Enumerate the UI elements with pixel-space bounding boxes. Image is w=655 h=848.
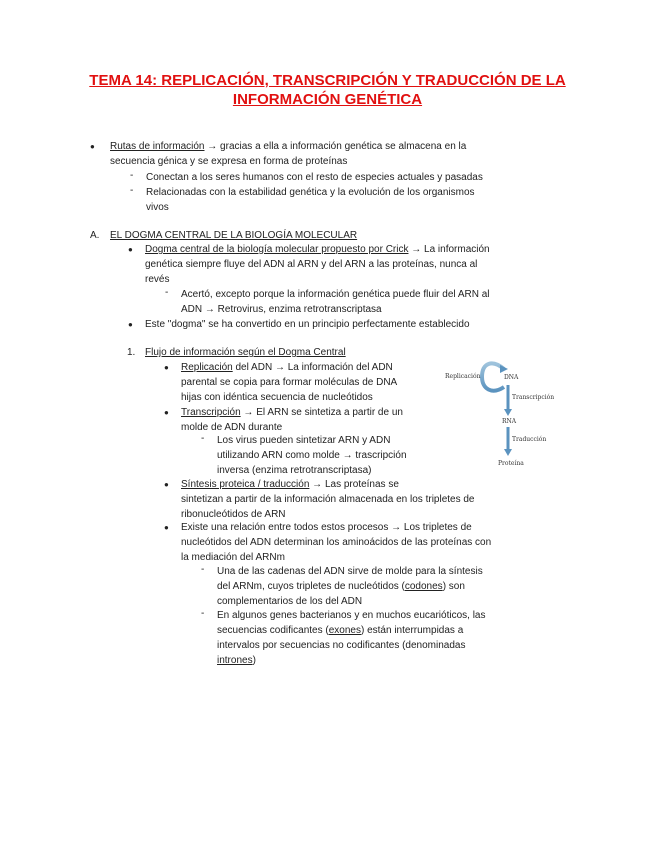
intro-dash-1: Conectan a los seres humanos con el resto de especies actuales y pasadas [146, 172, 483, 183]
relacion-paragraph [181, 520, 527, 565]
relacion-dash-2-line-1: En algunos genes bacterianos y en muchos eucarióticos, las [217, 610, 486, 621]
central-dogma-diagram [442, 355, 554, 470]
sintesis-paragraph [181, 477, 527, 522]
section-a-b1-line-2: genética siempre fluye del ADN al ARN y del ARN a las proteínas, nunca al [145, 259, 478, 270]
replicacion-line-1: del ADN → La información del ADN [232, 362, 393, 373]
replication-arrowhead [500, 365, 508, 373]
replicacion-line-3: hijas con idéntica secuencia de nucleótidos [181, 392, 373, 403]
relacion-dash-2-close: ) [252, 655, 256, 666]
diagram-label-dna: DNA [504, 374, 519, 381]
dogma-term: Dogma central de la biología molecular propuesto por Crick [145, 244, 409, 255]
codones-term: codones [404, 581, 443, 592]
sintesis-line-3: ribonucleótidos de ARN [181, 509, 286, 520]
section-a-heading: EL DOGMA CENTRAL DE LA BIOLOGÍA MOLECULAR [110, 230, 358, 241]
relacion-dash-1 [217, 564, 527, 609]
section-a-b1-line-3: revés [145, 274, 170, 285]
relacion-line-2: nucleótidos del ADN determinan los aminoácidos de las proteínas con [181, 537, 492, 548]
intro-paragraph [110, 139, 527, 169]
dash-icon: - [130, 185, 134, 196]
intro-dash-2-line-1: Relacionadas con la estabilidad genética y la evolución de los organismos [146, 187, 475, 198]
sub-1-marker: 1. [127, 347, 136, 358]
exones-term: exones [328, 625, 361, 636]
relacion-dash-1-line-2a: del ARNm, cuyos tripletes de nucleótidos ( [217, 581, 405, 592]
bullet-icon: ● [164, 408, 169, 417]
bullet-icon: ● [164, 363, 169, 372]
transcripcion-term: Transcripción [181, 407, 241, 418]
sintesis-line-2: sintetizan a partir de la información almacenada en los tripletes de [181, 494, 475, 505]
sintesis-term: Síntesis proteica / traducción [181, 479, 310, 490]
bullet-icon: ● [164, 480, 169, 489]
relacion-line-1: Existe una relación entre todos estos procesos → Los tripletes de [181, 522, 472, 533]
transcripcion-paragraph [181, 405, 434, 435]
diagram-label-transcripcion: Transcripción [512, 394, 554, 401]
replicacion-paragraph [181, 360, 434, 405]
title-line-2: INFORMACIÓN GENÉTICA [232, 91, 423, 108]
dash-icon: - [165, 287, 169, 298]
transcripcion-dash-line-2: utilizando ARN como molde → trascripción [217, 450, 407, 461]
diagram-label-replicacion: Replicación [445, 373, 481, 380]
relacion-dash-2-line-3: intervalos por secuencias no codificantes (denominadas [217, 640, 466, 651]
bullet-icon: ● [164, 523, 169, 532]
transcripcion-dash-line-1: Los virus pueden sintetizar ARN y ADN [217, 435, 391, 446]
section-a-bullet-2: Este "dogma" se ha convertido en un principio perfectamente establecido [145, 319, 470, 330]
transcription-arrowhead [504, 409, 512, 416]
section-a-dash [181, 287, 527, 317]
intro-line-1: → gracias a ella a información genética se almacena en la [204, 141, 467, 152]
page-title [40, 71, 615, 109]
bullet-icon: ● [128, 245, 133, 254]
bullet-icon: ● [90, 142, 95, 151]
intro-term: Rutas de información [110, 141, 205, 152]
transcripcion-dash-line-3: inversa (enzima retrotranscriptasa) [217, 465, 372, 476]
section-a-dash-line-2: ADN → Retrovirus, enzima retrotranscriptasa [181, 304, 382, 315]
dash-icon: - [201, 564, 205, 575]
title-line-1: TEMA 14: REPLICACIÓN, TRANSCRIPCIÓN Y TRADUCCIÓN DE LA [89, 72, 566, 89]
translation-arrowhead [504, 449, 512, 456]
relacion-dash-1-line-1: Una de las cadenas del ADN sirve de molde para la síntesis [217, 566, 483, 577]
intro-line-2: secuencia génica y se expresa en forma de proteínas [110, 156, 348, 167]
section-a-bullet-1 [145, 242, 527, 287]
sub-1-heading: Flujo de información según el Dogma Central [145, 347, 346, 358]
diagram-label-traduccion: Traducción [512, 436, 547, 443]
relacion-dash-1-line-3: complementarios de los del ADN [217, 596, 363, 607]
dash-icon: - [201, 433, 205, 444]
transcripcion-line-1: → El ARN se sintetiza a partir de un [240, 407, 403, 418]
diagram-label-proteina: Proteína [498, 460, 524, 467]
dash-icon: - [201, 608, 205, 619]
bullet-icon: ● [128, 320, 133, 329]
replicacion-term: Replicación [181, 362, 233, 373]
intrones-term: intrones [217, 655, 253, 666]
relacion-dash-1-line-2b: ) son [442, 581, 465, 592]
relacion-dash-2 [217, 608, 527, 668]
relacion-dash-2-line-2a: secuencias codificantes ( [217, 625, 329, 636]
transcripcion-line-2: molde de ADN durante [181, 422, 283, 433]
transcripcion-dash [217, 433, 434, 478]
section-a-dash-line-1: Acertó, excepto porque la información genética puede fluir del ARN al [181, 289, 490, 300]
dash-icon: - [130, 170, 134, 181]
relacion-dash-2-line-2b: ) están interrumpidas a [360, 625, 464, 636]
intro-dash-2-line-2: vivos [146, 202, 169, 213]
replicacion-line-2: parental se copia para formar moléculas de DNA [181, 377, 398, 388]
relacion-line-3: la mediación del ARNm [181, 552, 285, 563]
diagram-label-rna: RNA [502, 418, 517, 425]
section-a-b1-line-1: → La información [408, 244, 490, 255]
intro-dash-2 [146, 185, 527, 215]
sintesis-line-1: → Las proteínas se [309, 479, 399, 490]
section-a-marker: A. [90, 230, 100, 241]
